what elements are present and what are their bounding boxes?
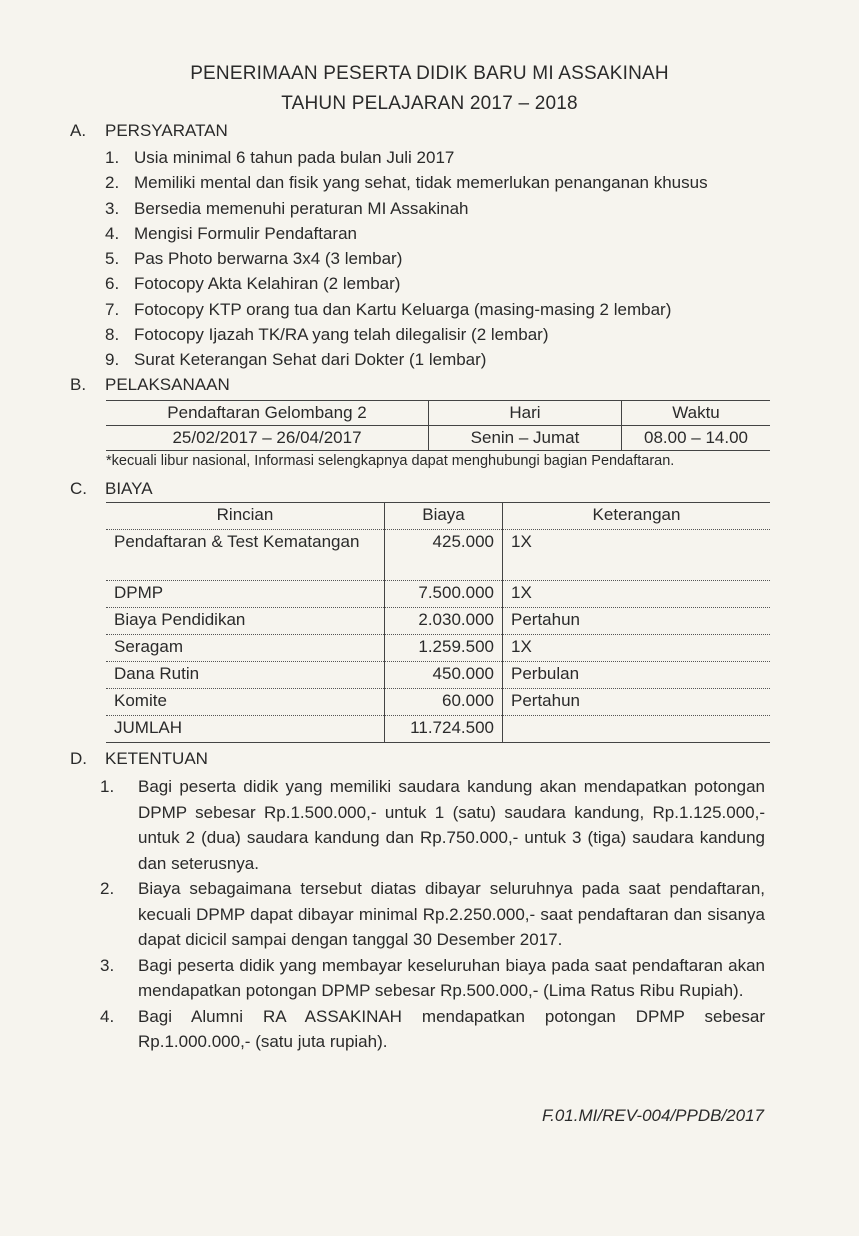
table-header: Rincian bbox=[106, 503, 385, 530]
table-header: Hari bbox=[429, 401, 622, 426]
table-cell: 7.500.000 bbox=[385, 581, 503, 608]
section-c-title: BIAYA bbox=[105, 479, 153, 498]
list-item: 1. Usia minimal 6 tahun pada bulan Juli 2017 bbox=[105, 148, 455, 167]
list-item: 5. Pas Photo berwarna 3x4 (3 lembar) bbox=[105, 249, 403, 269]
table-header-row bbox=[106, 401, 770, 426]
schedule-note: *kecuali libur nasional, Informasi selengkapnya dapat menghubungi bagian Pendaftaran. bbox=[106, 453, 675, 469]
table-cell: 11.724.500 bbox=[385, 716, 503, 743]
table-cell: 08.00 – 14.00 bbox=[622, 426, 771, 451]
table-cell: JUMLAH bbox=[106, 716, 385, 743]
table-cell: Pertahun bbox=[503, 608, 771, 635]
list-item: 6. Fotocopy Akta Kelahiran (2 lembar) bbox=[105, 274, 401, 294]
table-cell: Pendaftaran & Test Kematangan bbox=[106, 530, 385, 581]
document-title-line1: PENERIMAAN PESERTA DIDIK BARU MI ASSAKINAH bbox=[190, 63, 669, 84]
table-cell: 2.030.000 bbox=[385, 608, 503, 635]
list-item: 3. Bersedia memenuhi peraturan MI Assakinah bbox=[105, 198, 469, 218]
list-item: 1. Bagi peserta didik yang memiliki saudara kandung akan mendapatkan potongan DPMP sebesar Rp.1.500.000,- untuk 1 (satu) saudara kandung, Rp.1.125.000,- untuk 2 (dua) saudara kandung dan Rp.750.000,- untuk 3 (tiga) saudara kandung dan seterusnya. bbox=[100, 777, 765, 873]
table-cell: 1X bbox=[503, 530, 771, 581]
table-cell: 425.000 bbox=[385, 530, 503, 581]
table-cell: 450.000 bbox=[385, 662, 503, 689]
table-row bbox=[106, 635, 770, 662]
table-cell: 25/02/2017 – 26/04/2017 bbox=[106, 426, 429, 451]
section-b-letter: B. bbox=[70, 375, 87, 394]
list-item: 9. Surat Keterangan Sehat dari Dokter (1 lembar) bbox=[105, 350, 487, 370]
table-cell: Biaya Pendidikan bbox=[106, 608, 385, 635]
table-total-row bbox=[106, 716, 770, 743]
table-cell: 60.000 bbox=[385, 689, 503, 716]
list-item: 3. Bagi peserta didik yang membayar keseluruhan biaya pada saat pendaftaran akan mendapatkan potongan DPMP sebesar Rp.500.000,- (Lima Ratus Ribu Rupiah). bbox=[100, 955, 765, 1000]
list-item: 4. Bagi Alumni RA ASSAKINAH mendapatkan potongan DPMP sebesar Rp.1.000.000,- (satu juta rupiah). bbox=[100, 1006, 765, 1051]
provisions-list bbox=[100, 774, 765, 1055]
list-item: 7. Fotocopy KTP orang tua dan Kartu Keluarga (masing-masing 2 lembar) bbox=[105, 299, 672, 319]
fees-table bbox=[106, 502, 770, 743]
schedule-table bbox=[106, 400, 770, 451]
table-row bbox=[106, 530, 770, 581]
section-d-letter: D. bbox=[70, 749, 87, 768]
section-a-letter: A. bbox=[70, 121, 87, 140]
table-cell: 1.259.500 bbox=[385, 635, 503, 662]
section-a-title: PERSYARATAN bbox=[105, 121, 228, 140]
document-title-line2: TAHUN PELAJARAN 2017 – 2018 bbox=[281, 93, 578, 114]
form-code: F.01.MI/REV-004/PPDB/2017 bbox=[541, 1106, 764, 1125]
table-cell: Senin – Jumat bbox=[429, 426, 622, 451]
list-item: 2. Biaya sebagaimana tersebut diatas dibayar seluruhnya pada saat pendaftaran, kecuali DPMP dapat dibayar minimal Rp.2.250.000,- saat pendaftaran dan sisanya dapat dicicil sampai dengan tanggal 30 Desember 2017. bbox=[100, 879, 765, 949]
table-header: Biaya bbox=[385, 503, 503, 530]
table-header: Pendaftaran Gelombang 2 bbox=[106, 401, 429, 426]
table-cell: Pertahun bbox=[503, 689, 771, 716]
table-row bbox=[106, 426, 770, 451]
list-item: 8. Fotocopy Ijazah TK/RA yang telah dilegalisir (2 lembar) bbox=[105, 325, 549, 345]
list-item: 4. Mengisi Formulir Pendaftaran bbox=[105, 223, 357, 243]
table-cell: 1X bbox=[503, 581, 771, 608]
table-header-row bbox=[106, 503, 770, 530]
table-row bbox=[106, 581, 770, 608]
list-item: 2. Memiliki mental dan fisik yang sehat, tidak memerlukan penanganan khusus bbox=[105, 173, 708, 193]
table-cell: Komite bbox=[106, 689, 385, 716]
table-cell: Dana Rutin bbox=[106, 662, 385, 689]
section-c-letter: C. bbox=[70, 479, 87, 498]
table-cell: DPMP bbox=[106, 581, 385, 608]
section-d-title: KETENTUAN bbox=[105, 749, 208, 768]
table-row bbox=[106, 608, 770, 635]
table-cell: Seragam bbox=[106, 635, 385, 662]
table-cell: Perbulan bbox=[503, 662, 771, 689]
table-header: Keterangan bbox=[503, 503, 771, 530]
requirements-list bbox=[105, 145, 708, 373]
table-cell bbox=[503, 716, 771, 743]
table-row bbox=[106, 662, 770, 689]
table-row bbox=[106, 689, 770, 716]
table-header: Waktu bbox=[622, 401, 771, 426]
section-b-title: PELAKSANAAN bbox=[105, 375, 230, 394]
table-cell: 1X bbox=[503, 635, 771, 662]
